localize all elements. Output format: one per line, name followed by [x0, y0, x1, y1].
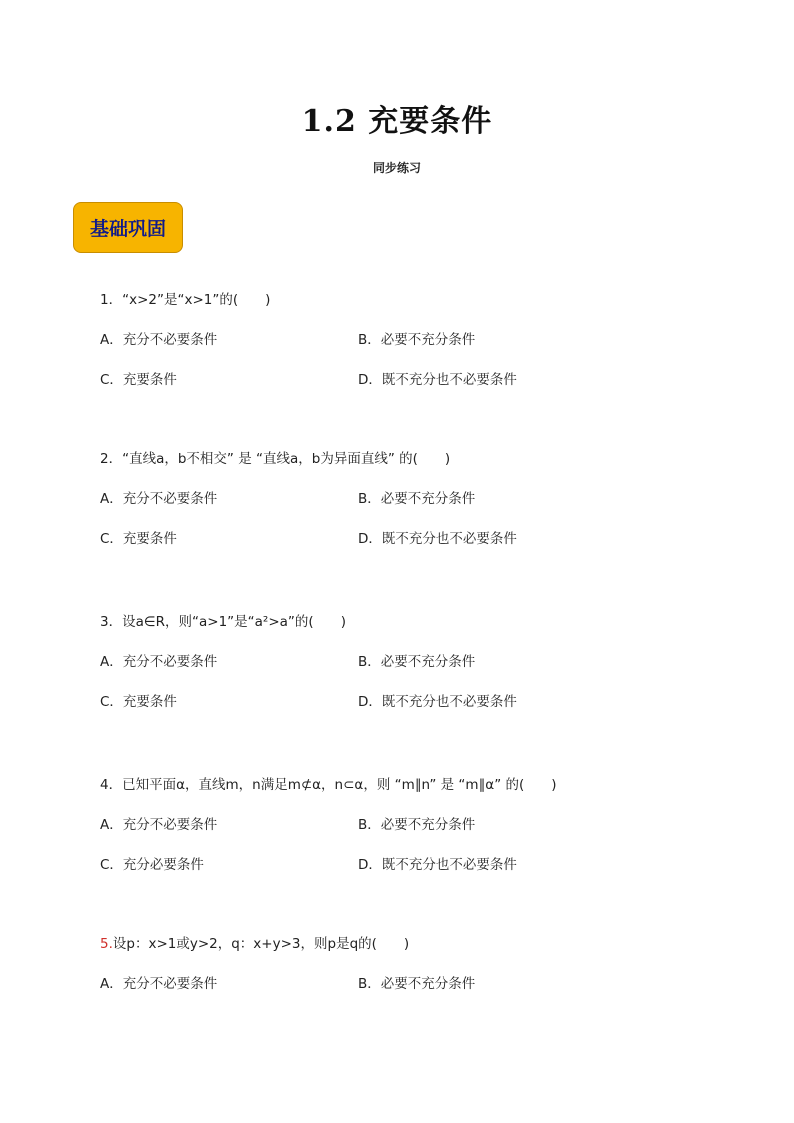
question-number: 1． [100, 292, 123, 308]
option-b: B．必要不充分条件 [358, 817, 476, 833]
option-a: A．充分不必要条件 [100, 332, 218, 348]
option-a: A．充分不必要条件 [100, 654, 218, 670]
option-a: A．充分不必要条件 [100, 491, 218, 507]
question-text: “直线a，b不相交” 是 “直线a，b为异面直线” 的( ) [122, 451, 451, 467]
question-stem [100, 447, 450, 467]
option-c: C．充要条件 [100, 694, 177, 710]
option-d: D．既不充分也不必要条件 [358, 694, 517, 710]
option-d: D．既不充分也不必要条件 [358, 372, 517, 388]
option-a: A．充分不必要条件 [100, 817, 218, 833]
question-text: 已知平面α，直线m，n满足m⊄α，n⊂α，则 “m∥n” 是 “m∥α” 的( ) [122, 777, 557, 793]
question-stem [100, 932, 409, 952]
question-stem [100, 288, 270, 308]
option-b: B．必要不充分条件 [358, 491, 476, 507]
question-number: 2． [100, 451, 123, 467]
option-b: B．必要不充分条件 [358, 976, 476, 992]
question-number: 5. [100, 936, 113, 952]
option-b: B．必要不充分条件 [358, 654, 476, 670]
option-d: D．既不充分也不必要条件 [358, 531, 517, 547]
section-badge-label: 基础巩固 [89, 218, 166, 240]
option-b: B．必要不充分条件 [358, 332, 476, 348]
option-a: A．充分不必要条件 [100, 976, 218, 992]
question-number: 4． [100, 777, 123, 793]
option-c: C．充要条件 [100, 531, 177, 547]
page-subtitle: 同步练习 [372, 161, 421, 175]
page-title: 1.2 充要条件 [301, 104, 493, 139]
question-text: 设a∈R，则“a>1”是“a²>a”的( ) [122, 614, 346, 630]
question-stem [100, 610, 346, 630]
question-text: 设p：x>1或y>2，q：x+y>3，则p是q的( ) [112, 936, 410, 952]
question-text: “x>2”是“x>1”的( ) [122, 292, 271, 308]
option-c: C．充分必要条件 [100, 857, 204, 873]
option-c: C．充要条件 [100, 372, 177, 388]
option-d: D．既不充分也不必要条件 [358, 857, 517, 873]
question-number: 3． [100, 614, 123, 630]
section-badge [73, 202, 183, 253]
question-stem [100, 773, 557, 793]
